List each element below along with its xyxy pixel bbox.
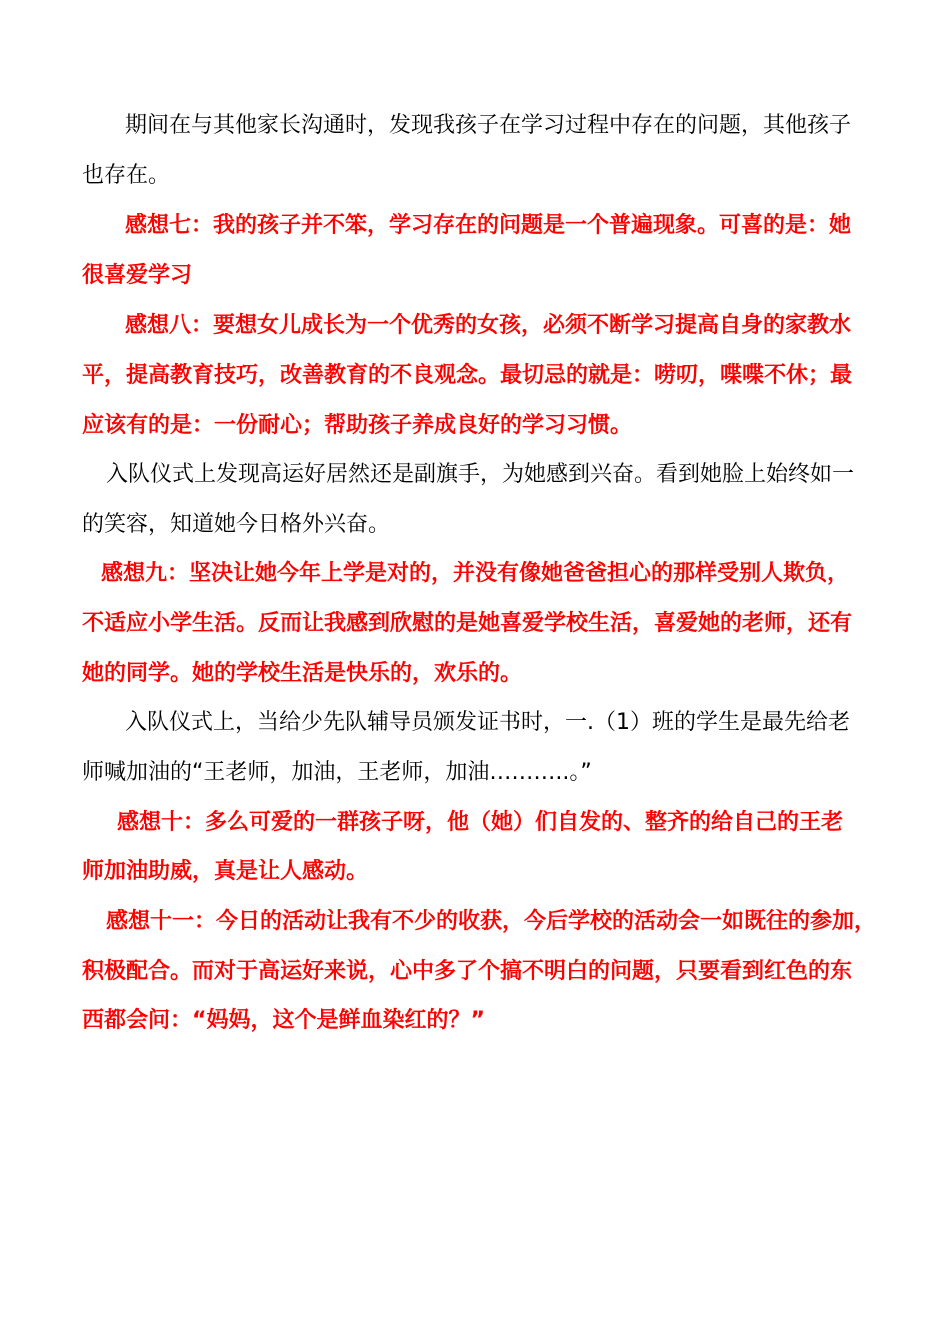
reflection-10-line-2: 师加油助威，真是让人感动。 xyxy=(82,859,369,884)
paragraph-p4-line-2: 的笑容，知道她今日格外兴奋。 xyxy=(82,512,391,537)
reflection-11-line-1: 感想十一：今日的活动让我有不少的收获，今后学校的活动会一如既往的参加， xyxy=(106,909,877,934)
reflection-9-line-2: 不适应小学生活。反而让我感到欣慰的是她喜爱学校生活，喜爱她的老师，还有 xyxy=(82,611,853,636)
reflection-7-line-1: 感想七：我的孩子并不笨，学习存在的问题是一个普遍现象。可喜的是：她 xyxy=(125,213,852,238)
reflection-11-line-2: 积极配合。而对于高运好来说，心中多了个搞不明白的问题，只要看到红色的东 xyxy=(82,959,853,984)
reflection-7-line-2: 很喜爱学习 xyxy=(82,263,193,288)
reflection-9-line-3: 她的同学。她的学校生活是快乐的，欢乐的。 xyxy=(82,661,523,686)
reflection-10-line-1: 感想十：多么可爱的一群孩子呀，他（她）们自发的、整齐的给自己的王老 xyxy=(117,810,844,835)
reflection-9-line-1: 感想九：坚决让她今年上学是对的，并没有像她爸爸担心的那样受别人欺负， xyxy=(101,561,850,586)
reflection-8-line-1: 感想八：要想女儿成长为一个优秀的女孩，必须不断学习提高自身的家教水 xyxy=(125,313,852,338)
paragraph-p1-line-2: 也存在。 xyxy=(82,163,171,188)
reflection-8-line-2: 平，提高教育技巧，改善教育的不良观念。最切忌的就是：唠叨，喋喋不休；最 xyxy=(82,363,853,388)
reflection-11-line-3: 西都会问：“妈妈，这个是鲜血染红的？” xyxy=(82,1008,485,1033)
paragraph-p4-line-1: 入队仪式上发现高运好居然还是副旗手，为她感到兴奋。看到她脸上始终如一 xyxy=(106,462,855,487)
paragraph-p1-line-1: 期间在与其他家长沟通时，发现我孩子在学习过程中存在的问题，其他孩子 xyxy=(125,113,852,138)
reflection-8-line-3: 应该有的是：一份耐心；帮助孩子养成良好的学习习惯。 xyxy=(82,413,633,438)
paragraph-p6-line-1: 入队仪式上，当给少先队辅导员颁发证书时，一.（1）班的学生是最先给老 xyxy=(125,710,850,735)
paragraph-p6-line-2: 师喊加油的“王老师，加油，王老师，加油………..。” xyxy=(82,760,592,785)
